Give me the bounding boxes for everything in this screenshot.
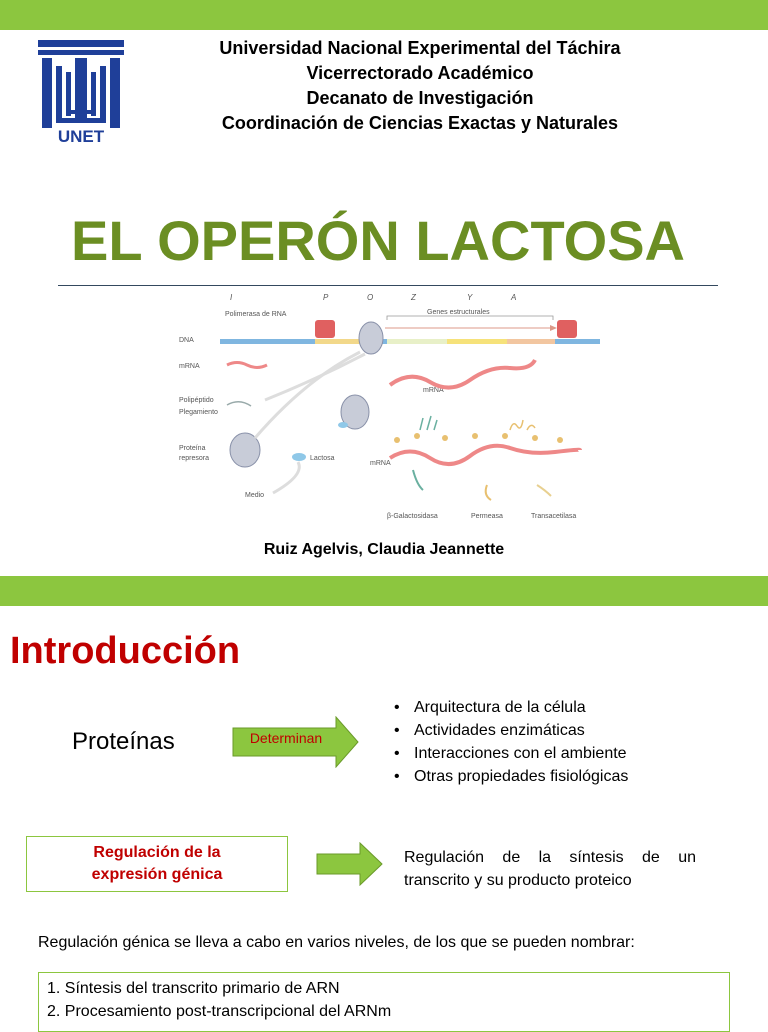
regulation-description-line: transcrito y su producto proteico	[404, 872, 632, 889]
institution-header	[140, 36, 700, 136]
header-line: Decanato de Investigación	[306, 88, 534, 108]
regulation-description-line: Regulación de la síntesis de un	[404, 849, 696, 866]
regulation-box	[26, 836, 288, 892]
label-plegamiento: Plegamiento	[179, 409, 218, 416]
gene-letter-z: Z	[411, 293, 416, 302]
gene-letter-o: O	[367, 293, 374, 302]
list-item: • Interacciones con el ambiente	[392, 742, 628, 765]
slide-title: EL OPERÓN LACTOSA	[70, 209, 685, 272]
list-item: • Otras propiedades fisiológicas	[392, 765, 628, 788]
label-transacetilasa: Transacetilasa	[531, 513, 577, 520]
list-item: 1. Síntesis del transcrito primario de ARN	[47, 980, 340, 997]
determinan-label: Determinan	[249, 730, 323, 746]
label-lactosa: Lactosa	[310, 455, 335, 462]
gene-letter-i: I	[230, 293, 233, 302]
levels-intro: Regulación génica se lleva a cabo en varios niveles, de los que se pueden nombrar:	[38, 934, 635, 951]
proteinas-label: Proteínas	[72, 728, 175, 755]
regulation-arrow-icon	[316, 842, 384, 886]
list-item: • Arquitectura de la célula	[392, 696, 628, 719]
label-genes-estructurales: Genes estructurales	[427, 309, 490, 316]
title-divider	[58, 285, 718, 286]
label-mrna-left: mRNA	[179, 363, 200, 370]
label-permeasa: Permeasa	[471, 513, 503, 520]
regulation-box-line: Regulación de la	[93, 844, 221, 861]
list-item: 2. Procesamiento post-transcripcional del ARNm	[47, 1003, 392, 1020]
label-represora: represora	[179, 455, 209, 462]
list-item: • Actividades enzimáticas	[392, 719, 628, 742]
label-polimerasa: Polimerasa de RNA	[225, 311, 287, 318]
header-line: Vicerrectorado Académico	[306, 63, 534, 83]
unet-logo-icon	[36, 36, 126, 146]
label-mrna-bottom: mRNA	[370, 460, 391, 467]
gene-letter-p: P	[323, 293, 329, 302]
label-polipeptido: Polipéptido	[179, 397, 214, 404]
top-green-bar	[0, 0, 768, 30]
gene-letter-a: A	[511, 293, 517, 302]
label-dna: DNA	[179, 337, 194, 344]
levels-list	[38, 972, 730, 1032]
protein-roles-list	[392, 696, 628, 788]
regulation-description	[404, 846, 696, 892]
slide-title: Introducción	[10, 630, 241, 672]
label-galactosidasa: β-Galactosidasa	[387, 513, 438, 520]
top-green-bar	[0, 576, 768, 606]
author-name: Ruiz Agelvis, Claudia Jeannette	[263, 541, 505, 558]
lac-operon-diagram	[165, 290, 615, 525]
logo-text: UNET	[57, 127, 105, 146]
header-line: Universidad Nacional Experimental del Táchira	[219, 38, 621, 58]
label-mrna-mid: mRNA	[423, 387, 444, 394]
header-line: Coordinación de Ciencias Exactas y Naturales	[221, 113, 619, 133]
label-medio: Medio	[245, 492, 265, 499]
label-proteina: Proteína	[179, 445, 206, 452]
intro-slide	[0, 576, 768, 1024]
regulation-box-line: expresión génica	[91, 866, 223, 883]
gene-letter-y: Y	[467, 293, 473, 302]
